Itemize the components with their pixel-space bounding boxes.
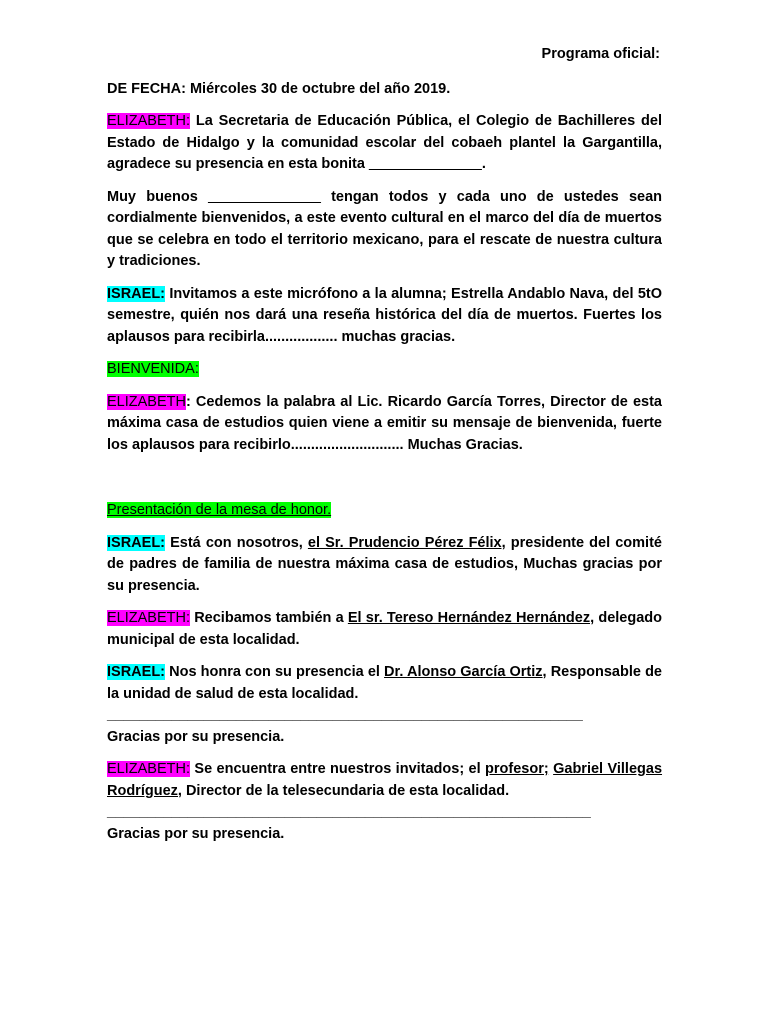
director-text: : Cedemos la palabra al Lic. Ricardo García Torres, Director de esta máxima casa de estudios quien viene a emitir su mensaje de bienvenida, fuerte los aplausos para recibirlo............................ Muchas Gracias. (107, 393, 662, 453)
blank-line: ______________ (368, 156, 482, 172)
paragraph-guest-4 (107, 759, 662, 845)
guest-name: Gabriel Villegas Rodríguez, (107, 761, 663, 799)
spacer (107, 467, 662, 500)
guest-name: el Sr. Prudencio Pérez Félix, (307, 534, 506, 551)
guest-intro: Recibamos también a (190, 610, 348, 626)
guest-intro: Está con nosotros, (165, 534, 308, 551)
blank-line: ___________________________________________________________ (107, 707, 583, 723)
guest-role: Director de la telesecundaria de esta localidad. (181, 782, 510, 799)
speaker-elizabeth-label: ELIZABETH: (107, 761, 190, 777)
speaker-elizabeth-label: ELIZABETH: (107, 113, 190, 129)
section-heading-mesa-honor (107, 500, 662, 522)
mesa-honor-label: Presentación de la mesa de honor. (107, 502, 332, 518)
speaker-israel-label: ISRAEL: (107, 285, 165, 302)
guest-name: Dr. Alonso García Ortiz (384, 664, 543, 680)
blank-line: ____________________________________________________________ (107, 804, 591, 820)
section-heading-bienvenida (107, 359, 662, 381)
bienvenida-label: BIENVENIDA: (107, 361, 199, 377)
guest-intro: Se encuentra entre nuestros invitados; el (190, 761, 486, 777)
period: . (481, 156, 486, 172)
welcome-text: La Secretaria de Educación Pública, el Colegio de Bachilleres del Estado de Hidalgo y la comunidad escolar del cobaeh plantel la Gargantilla, agradece su presencia en esta bonita (107, 113, 662, 172)
paragraph-guest-1 (107, 533, 662, 598)
paragraph-guest-3 (107, 662, 662, 748)
speaker-elizabeth-label: ELIZABETH: (107, 610, 190, 626)
guest-role: delegado municipal de esta localidad. (107, 610, 662, 648)
guest-role: , Responsable de la unidad de salud de esta localidad. (107, 664, 662, 702)
paragraph-greeting (107, 187, 662, 273)
speaker-israel-label: ISRAEL: (107, 664, 165, 680)
greeting-start: Muy buenos (107, 188, 208, 205)
paragraph-director-welcome (107, 392, 662, 457)
speaker-israel-label: ISRAEL: (107, 534, 165, 551)
paragraph-welcome-institution (107, 111, 662, 176)
thanks-text: Gracias por su presencia. (107, 728, 285, 745)
guest-name: El sr. Tereso Hernández Hernández, (347, 610, 595, 626)
invite-text: Invitamos a este micrófono a la alumna; Estrella Andablo Nava, del 5tO semestre, quién nos dará una reseña histórica del día de muertos. Fuertes los aplausos para recibirla.................. muchas gracias. (107, 285, 662, 345)
speaker-elizabeth-label: ELIZABETH (107, 393, 186, 410)
paragraph-guest-2 (107, 608, 662, 651)
guest-intro: Nos honra con su presencia el (165, 664, 385, 680)
date-line: DE FECHA: Miércoles 30 de octubre del año 2019. (107, 80, 451, 97)
greeting-text: tengan todos y cada uno de ustedes sean cordialmente bienvenidos, a este evento cultural en el marco del día de muertos que se celebra en todo el territorio mexicano, para el rescate de nuestra cultura y tradiciones. (107, 188, 662, 269)
guest-title: profesor; (485, 761, 549, 777)
paragraph-invite-student (107, 284, 662, 349)
guest-role: presidente del comité de padres de familia de nuestra máxima casa de estudios, Muchas gracias por su presencia. (107, 534, 662, 594)
blank-line: ______________ (207, 188, 321, 205)
program-title: Programa oficial: (541, 46, 660, 62)
program-body (107, 44, 662, 856)
thanks-text: Gracias por su presencia. (107, 825, 285, 842)
